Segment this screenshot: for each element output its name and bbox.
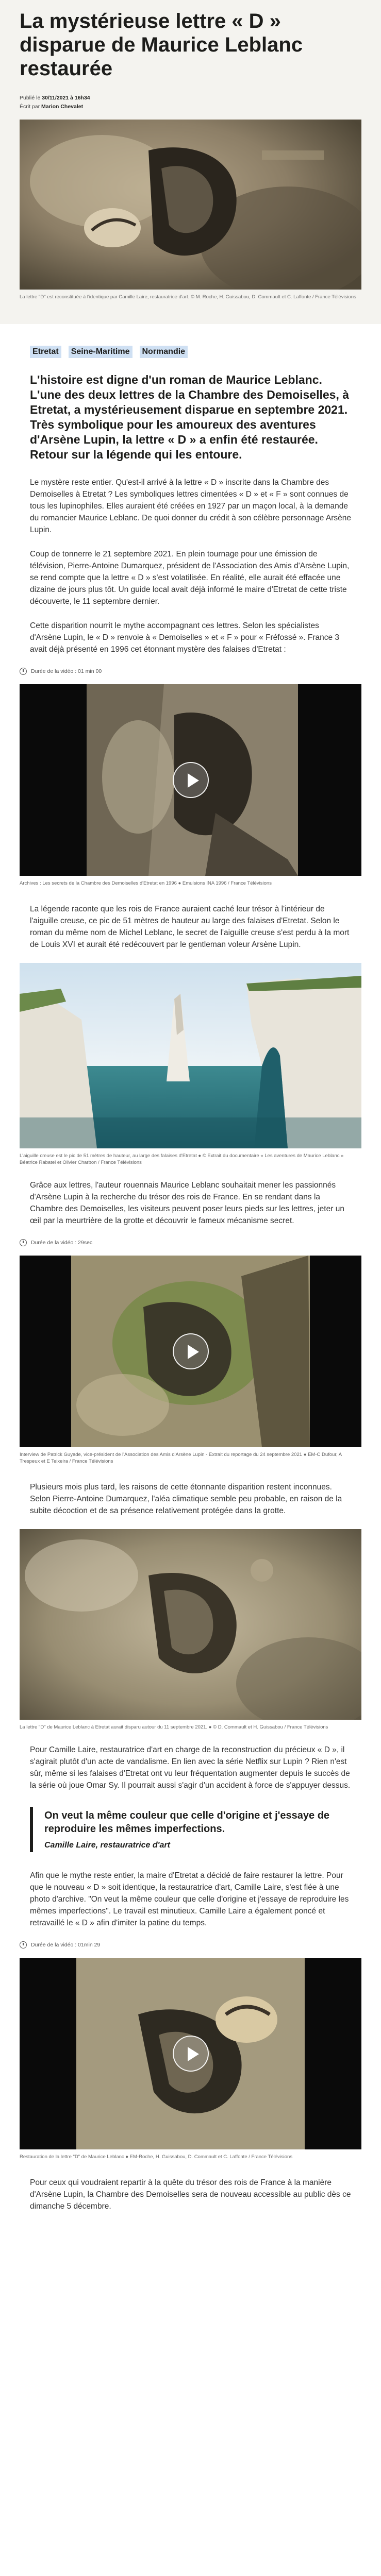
clock-icon <box>20 1239 27 1246</box>
aiguille-figure <box>0 963 381 1166</box>
video-archive <box>0 668 381 887</box>
tag-list <box>30 346 351 358</box>
clock-icon <box>20 1941 27 1948</box>
tag-normandie[interactable]: Normandie <box>140 346 188 358</box>
paragraph: Afin que le mythe reste entier, la maire d'Etretat a décidé de faire restaurer la lettre. Pour que le nouveau « D » soit identique, la restauratrice d'art, Camille Laire, s'est fiée à une photo d'archive. "On veut la même couleur que celle d'origine et j'essaye de reproduire les mêmes imperfections". Le travail est minutieux. Camille Laire a également poncé et retravaillé le « D » afin d'imiter la patine du temps. <box>30 1871 349 1927</box>
quote-author: Camille Laire, restauratrice d'art <box>44 1841 170 1850</box>
pull-quote <box>30 1807 351 1852</box>
clock-icon <box>20 668 27 675</box>
video-duration-text: Durée de la vidéo : 29sec <box>31 1240 93 1246</box>
aiguille-caption: L'aiguille creuse est le pic de 51 mètres de hauteur, au large des falaises d'Etretat ● © Extrait du documentaire « Les aventures de Maurice Leblanc » Béatrice Rabatel et Olivier Charbon / France Télévisions <box>20 1153 344 1165</box>
letter-d-photo <box>20 1529 361 1720</box>
tag-etretat[interactable]: Etretat <box>30 346 61 358</box>
article-title: La mystérieuse lettre « D » disparue de Maurice Leblanc restaurée <box>20 10 303 80</box>
play-button[interactable] <box>173 2036 209 2072</box>
article-lead: L'histoire est digne d'un roman de Maurice Leblanc. L'une des deux lettres de la Chambre des Demoiselles, à Etretat, a mystérieusement disparue en septembre 2021. Très symbolique pour les amoureux des aventures d'Arsène Lupin, la lettre « D » a enfin été restaurée. Retour sur la légende qui les entoure. <box>30 373 350 461</box>
video-caption: Restauration de la lettre "D" de Maurice Leblanc ● EM-Roche, H. Guissabou, D. Commault et C. Laffonte / France Télévisions <box>20 2154 293 2160</box>
author-name: Marion Chevalet <box>41 104 84 110</box>
video-interview <box>0 1239 381 1465</box>
paragraph: Grâce aux lettres, l'auteur rouennais Maurice Leblanc souhaitait mener les passionnés d'Arsène Lupin à la recherche du trésor des rois de France. En se rendant dans la Chambre des Demoiselles, les visiteurs peuvent poser leurs pieds sur les lettres, jeter un œil par la meurtrière de la grotte et découvrir le fameux mécanisme secret. <box>30 1181 344 1225</box>
tag-seine-maritime[interactable]: Seine-Maritime <box>69 346 132 358</box>
hero-caption: La lettre "D" est reconstituée à l'identique par Camille Laire, restauratrice d'art. © M. Roche, H. Guissabou, D. Commault et C. Laffonte / France Télévisions <box>20 294 356 300</box>
video-caption: Interview de Patrick Guyade, vice-président de l'Association des Amis d'Arsène Lupin - Extrait du reportage du 24 septembre 2021 ● EM-C Dufour, A Trespeux et E Teixeira / France Télévisions <box>20 1452 342 1464</box>
article-header <box>0 0 381 324</box>
article-body <box>0 346 381 2212</box>
video-duration <box>20 1239 361 1246</box>
published-date: 30/11/2021 à 16h34 <box>42 95 90 101</box>
paragraph: Le mystère reste entier. Qu'est-il arrivé à la lettre « D » inscrite dans la Chambre des Demoiselles à Etretat ? Les symboliques lettres cimentées « D » et « F » sont connues de tous les lupinophiles. Elles auraient été créées en 1927 par un maçon local, à la demande du romancier Maurice Leblanc. De quoi donner du crédit à son célèbre personnage Arsène Lupin. <box>30 478 351 534</box>
letter-d-figure <box>0 1529 381 1731</box>
video-duration <box>20 1941 361 1948</box>
video-duration-text: Durée de la vidéo : 01min 29 <box>31 1942 101 1948</box>
video-player[interactable] <box>20 1256 361 1447</box>
paragraph: Pour Camille Laire, restauratrice d'art en charge de la reconstruction du précieux « D », il s'agirait plutôt d'un acte de vandalisme. En lien avec la série Netflix sur Lupin ? Rien n'est sûr, même si les falaises d'Etretat ont vu leur fréquentation augmenter depuis le succès de la série où joue Omar Sy. Il pourrait aussi s'agir d'un accident à force de s'appuyer dessus. <box>30 1745 351 1790</box>
video-restoration <box>0 1941 381 2160</box>
video-duration-text: Durée de la vidéo : 01 min 00 <box>31 668 102 674</box>
video-player[interactable] <box>20 684 361 876</box>
paragraph: Coup de tonnerre le 21 septembre 2021. En plein tournage pour une émission de télévision, Pierre-Antoine Dumarquez, président de l'Association des Amis d'Arsène Lupin, se rend compte que la lettre « D » s'est volatilisée. En réalité, elle aurait été effacée une dizaine de jours plus tôt. Un guide local avait déjà informé le maire d'Etretat de cette triste découverte, le 11 septembre dernier. <box>30 550 350 606</box>
hero-figure <box>20 120 361 300</box>
video-caption: Archives : Les secrets de la Chambre des Demoiselles d'Etretat en 1996 ● Emulsions INA 1996 / France Télévisions <box>20 880 272 886</box>
author-info <box>20 103 361 111</box>
paragraph: La légende raconte que les rois de France auraient caché leur trésor à l'intérieur de l'aiguille creuse, ce pic de 51 mètres de hauteur au large des falaises d'Etretat. Selon le roman du même nom de Michel Leblanc, le secret de l'aiguille creuse s'est perdu à la mort de Louis XVI et aurait été redécouvert par le gentleman voleur Arsène Lupin. <box>30 905 350 949</box>
paragraph: Cette disparition nourrit le mythe accompagnant ces lettres. Selon les spécialistes d'Arsène Lupin, le « D » renvoie à « Demoiselles » et « F » pour « Fréfossé ». France 3 avait déjà présenté en 1996 cet étonnant mystère des falaises d'Etretat : <box>30 621 340 654</box>
publish-info <box>20 94 361 103</box>
aiguille-photo <box>20 963 361 1148</box>
hero-photo <box>20 120 361 290</box>
paragraph: Pour ceux qui voudraient repartir à la quête du trésor des rois de France à la manière d'Arsène Lupin, la Chambre des Demoiselles sera de nouveau accessible au public dès ce dimanche 5 décembre. <box>30 2178 351 2211</box>
quote-text: On veut la même couleur que celle d'origine et j'essaye de reproduire les mêmes imperfections. <box>44 1810 330 1835</box>
paragraph: Plusieurs mois plus tard, les raisons de cette étonnante disparition restent inconnues. Selon Pierre-Antoine Dumarquez, l'aléa climatique semble peu probable, en raison de la subite décoction et de sa présence relativement protégée dans la grotte. <box>30 1483 342 1515</box>
published-label: Publié le <box>20 95 42 101</box>
play-button[interactable] <box>173 762 209 798</box>
video-duration <box>20 668 361 675</box>
video-player[interactable] <box>20 1958 361 2149</box>
author-label: Écrit par <box>20 104 42 110</box>
letter-d-caption: La lettre "D" de Maurice Leblanc à Etretat aurait disparu autour du 11 septembre 2021. ● © D. Commault et H. Guissabou / France Télévisions <box>20 1724 328 1730</box>
play-button[interactable] <box>173 1333 209 1369</box>
